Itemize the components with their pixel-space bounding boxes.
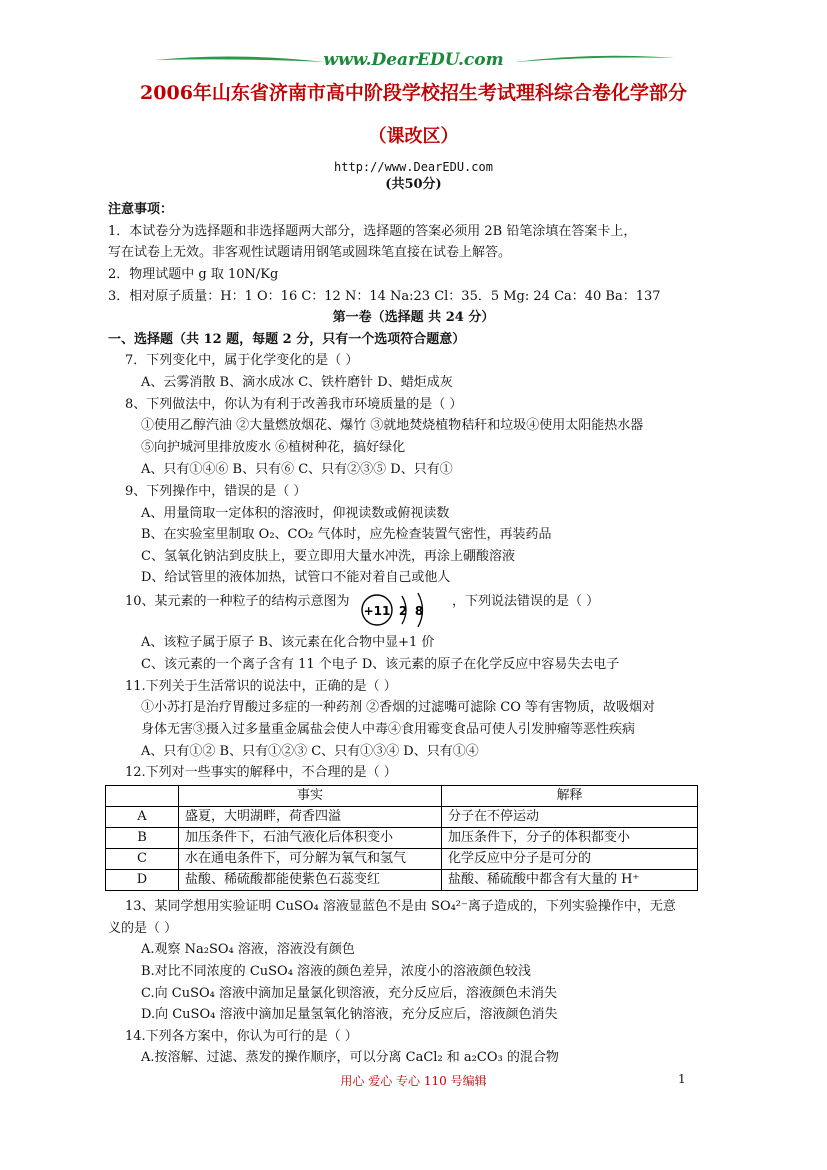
table-row xyxy=(106,807,698,828)
nucleus-charge: +11 xyxy=(363,604,391,618)
page-subtitle: （课改区） xyxy=(368,126,459,147)
explanation-cell: 化学反应中分子是可分的 xyxy=(442,849,698,870)
q8-stem: 8、下列做法中，你认为有利于改善我市环境质量的是（ ） xyxy=(125,397,463,412)
volume-title: 第一卷（选择题 共 24 分） xyxy=(332,310,495,325)
notice-item-3: 3．相对原子质量：H：1 O：16 C：12 N：14 Na:23 Cl：35．5 Mg: 24 Ca：40 Ba：137 xyxy=(108,289,661,304)
explanation-cell: 盐酸、稀硫酸中都含有大量的 H⁺ xyxy=(442,870,698,891)
total-score: (共50分) xyxy=(385,177,442,192)
q12-stem: 12.下列对一些事实的解释中，不合理的是（ ） xyxy=(125,765,397,780)
q7-stem: 7．下列变化中，属于化学变化的是（ ） xyxy=(125,353,359,368)
notice-item-1-line2: 写在试卷上无效。非客观性试题请用钢笔或圆珠笔直接在试卷上解答。 xyxy=(108,245,512,260)
shell-2-electrons: 8 xyxy=(414,604,424,618)
row-label: C xyxy=(106,849,179,870)
http-url[interactable]: http://www.DearEDU.com xyxy=(334,160,493,174)
q9-option-d: D、给试管里的液体加热，试管口不能对着自己或他人 xyxy=(141,570,451,585)
q8-line2: ⑤向护城河里排放废水 ⑥植树种花，搞好绿化 xyxy=(141,440,406,455)
table-header-cell: 解释 xyxy=(442,786,698,807)
q9-option-b: B、在实验室里制取 O₂、CO₂ 气体时，应先检查装置气密性，再装药品 xyxy=(141,527,552,542)
site-url[interactable]: www.DearEDU.com xyxy=(323,50,504,70)
page-footer: 用心 爱心 专心 110 号编辑 xyxy=(340,1074,487,1088)
table-row xyxy=(106,870,698,891)
q7-options: A、云雾消散 B、滴水成冰 C、铁杵磨针 D、蜡炬成灰 xyxy=(141,375,453,390)
q13-option-b: B.对比不同浓度的 CuSO₄ 溶液的颜色差异，浓度小的溶液颜色较浅 xyxy=(141,964,532,979)
q13-option-c: C.向 CuSO₄ 溶液中滴加足量氯化钡溶液，充分反应后，溶液颜色未消失 xyxy=(141,986,557,1001)
q13-option-a: A.观察 Na₂SO₄ 溶液，溶液没有颜色 xyxy=(141,942,355,957)
table-header-cell: 事实 xyxy=(179,786,442,807)
q14-stem: 14.下列各方案中，你认为可行的是（ ） xyxy=(125,1029,358,1044)
q10-stem-pre: 10、某元素的一种粒子的结构示意图为 xyxy=(125,594,350,609)
table-row xyxy=(106,849,698,870)
table-header-row xyxy=(106,786,698,807)
notice-item-2: 2．物理试题中 g 取 10N/Kg xyxy=(108,267,279,282)
q13-option-d: D.向 CuSO₄ 溶液中滴加足量氢氧化钠溶液，充分反应后，溶液颜色消失 xyxy=(141,1007,558,1022)
q14-option-a: A.按溶解、过滤、蒸发的操作顺序，可以分离 CaCl₂ 和 a₂CO₃ 的混合物 xyxy=(141,1050,559,1065)
q13-line1: 13、某同学想用实验证明 CuSO₄ 溶液显蓝色不是由 SO₄²⁻离子造成的，下列实验操作中，无意 xyxy=(125,899,676,914)
page-title: 2006年山东省济南市高中阶段学校招生考试理科综合卷化学部分 xyxy=(140,82,687,104)
fact-cell: 加压条件下，石油气液化后体积变小 xyxy=(179,828,442,849)
q11-options: A、只有①② B、只有①②③ C、只有①③④ D、只有①④ xyxy=(141,744,479,759)
explanation-cell: 加压条件下，分子的体积都变小 xyxy=(442,828,698,849)
fact-cell: 水在通电条件下，可分解为氧气和氢气 xyxy=(179,849,442,870)
facts-table xyxy=(105,785,698,891)
q10-options-line2: C、该元素的一个离子含有 11 个电子 D、该元素的原子在化学反应中容易失去电子 xyxy=(141,657,620,672)
q10-options-line1: A、该粒子属于原子 B、该元素在化合物中显+1 价 xyxy=(141,635,435,650)
q8-line1: ①使用乙醇汽油 ②大量燃放烟花、爆竹 ③就地焚烧植物秸秆和垃圾④使用太阳能热水器 xyxy=(141,418,644,433)
q9-option-c: C、氢氧化钠沾到皮肤上，要立即用大量水冲洗，再涂上硼酸溶液 xyxy=(141,549,515,564)
q9-option-a: A、用量筒取一定体积的溶液时，仰视读数或俯视读数 xyxy=(141,506,450,521)
row-label: B xyxy=(106,828,179,849)
table-row xyxy=(106,828,698,849)
explanation-cell: 分子在不停运动 xyxy=(442,807,698,828)
page-number: 1 xyxy=(678,1072,686,1086)
row-label: D xyxy=(106,870,179,891)
fact-cell: 盛夏，大明湖畔，荷香四溢 xyxy=(179,807,442,828)
q9-stem: 9、下列操作中，错误的是（ ） xyxy=(125,484,307,499)
q10-stem-post: ，下列说法错误的是（ ） xyxy=(452,594,600,609)
table-header-cell xyxy=(106,786,179,807)
notice-heading: 注意事项： xyxy=(108,202,174,217)
notice-item-1-line1: 1．本试卷分为选择题和非选择题两大部分，选择题的答案必须用 2B 铅笔涂填在答案卡上， xyxy=(108,224,637,239)
atom-structure-diagram xyxy=(360,588,446,632)
shell-1-electrons: 2 xyxy=(398,604,408,618)
section-heading: 一、选择题（共 12 题，每题 2 分，只有一个选项符合题意） xyxy=(108,332,466,347)
fact-cell: 盐酸、稀硫酸都能使紫色石蕊变红 xyxy=(179,870,442,891)
q11-stem: 11.下列关于生活常识的说法中，正确的是（ ） xyxy=(125,679,397,694)
q13-line2: 义的是（ ） xyxy=(108,921,178,936)
q11-line1: ①小苏打是治疗胃酸过多症的一种药剂 ②香烟的过滤嘴可滤除 CO 等有害物质，故吸烟对 xyxy=(141,700,656,715)
q11-line2: 身体无害③摄入过多量重金属盐会使人中毒④食用霉变食品可使人引发肿瘤等恶性疾病 xyxy=(141,722,636,737)
q8-options: A、只有①④⑥ B、只有⑥ C、只有②③⑤ D、只有① xyxy=(141,462,453,477)
row-label: A xyxy=(106,807,179,828)
